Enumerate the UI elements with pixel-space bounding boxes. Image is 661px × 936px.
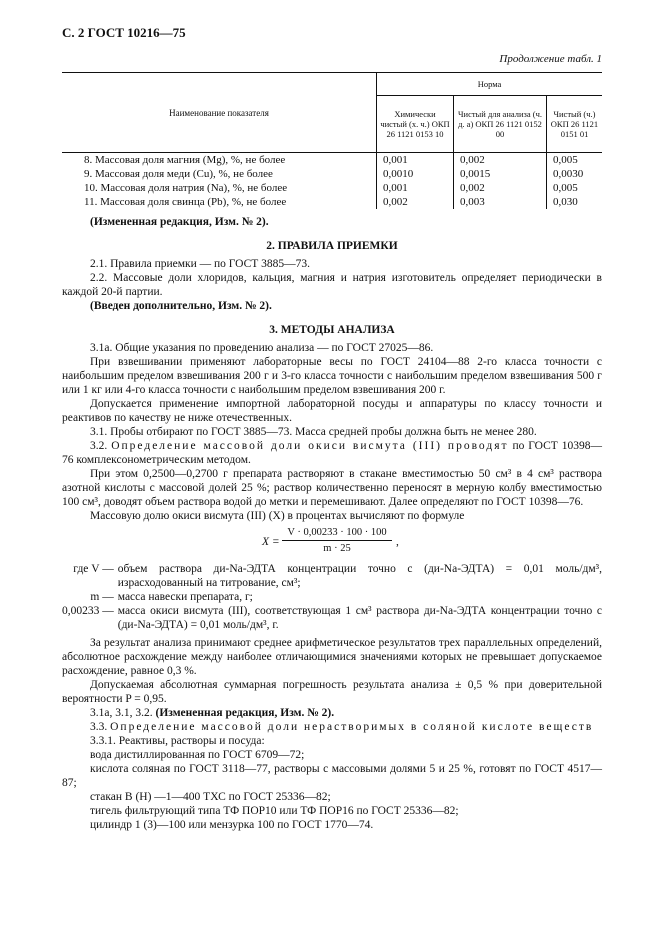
row-value: 0,003	[454, 195, 547, 209]
definition-text: объем раствора ди-Na-ЭДТА концентрации точно c (ди-Na-ЭДТА) = 0,01 моль/дм³, израсходованный на титрование, см³;	[117, 563, 602, 589]
list-item: тигель фильтрующий типа ТФ ПОР10 или ТФ ПОР16 по ГОСТ 25336—82;	[90, 805, 459, 817]
list-item: стакан В (Н) —1—400 ТХС по ГОСТ 25336—82;	[90, 791, 331, 803]
definition-symbol: где V —	[73, 563, 114, 575]
paragraph-3-3-1: 3.3.1. Реактивы, растворы и посуда:	[90, 735, 265, 747]
amendment-note: (Измененная редакция, Изм. № 2).	[90, 216, 269, 228]
norm-header: Норма	[377, 73, 603, 96]
list-item: вода дистиллированная по ГОСТ 6709—72;	[90, 749, 305, 761]
row-name: 9. Массовая доля меди (Cu), %, не более	[84, 167, 273, 180]
paragraph-3-3	[62, 720, 602, 734]
row-value: 0,0030	[547, 167, 603, 181]
table-row	[62, 195, 602, 209]
introduced-note: (Введен дополнительно, Изм. № 2).	[90, 300, 272, 312]
amendment-clauses: 3.1а, 3.1, 3.2.	[90, 707, 153, 719]
table-continuation-label: Продолжение табл. 1	[499, 53, 602, 65]
document-page	[62, 26, 602, 832]
table-row	[62, 153, 602, 168]
norms-table	[62, 72, 602, 209]
row-value: 0,002	[454, 153, 547, 168]
grade2-header: Чистый для анализа (ч. д. а) ОКП 26 1121 0152 00	[454, 96, 547, 153]
definition-text: масса навески препарата, г;	[117, 591, 253, 603]
clause-title-spaced: Определение массовой доли нерастворимых в соляной кислоте веществ	[110, 721, 594, 733]
paragraph-calc: Массовую долю окиси висмута (III) (X) в процентах вычисляют по формуле	[90, 510, 465, 522]
grade3-header: Чистый (ч.) ОКП 26 1121 0151 01	[547, 96, 603, 153]
row-name: 10. Массовая доля натрия (Na), %, не более	[84, 181, 288, 194]
paragraph-sample: При этом 0,2500—0,2700 г препарата растворяют в стакане вместимостью 50 см³ в 4 см³ раствора азотной кислоты с массовой долей 25 %; раствор количественно переносят в мерную колбу вместимостью 100 см³, доводят объем раствора водой до метки и перемешивают. Далее определяют по ГОСТ 10398—76.	[62, 468, 602, 508]
definition-symbol: m —	[90, 591, 114, 603]
table-row	[62, 181, 602, 195]
paragraph-3-1a: 3.1а. Общие указания по проведению анализа — по ГОСТ 27025—86.	[90, 342, 434, 354]
row-value: 0,0010	[377, 167, 454, 181]
row-value: 0,005	[547, 181, 603, 195]
formula-lhs: X =	[262, 536, 280, 548]
row-value: 0,001	[377, 153, 454, 168]
amendment-note-2	[62, 706, 602, 720]
paragraph-error: Допускаемая абсолютная суммарная погрешность результата анализа ± 0,5 % при доверительной вероятности P = 0,95.	[62, 679, 602, 705]
formula	[262, 526, 602, 558]
row-value: 0,001	[377, 181, 454, 195]
paragraph-3-2	[62, 439, 602, 467]
list-item: цилиндр 1 (3)—100 или мензурка 100 по ГОСТ 1770—74.	[90, 819, 374, 831]
formula-comma: ,	[396, 536, 399, 548]
page-header: С. 2 ГОСТ 10216—75	[62, 25, 186, 40]
section-3-title: 3. МЕТОДЫ АНАЛИЗА	[269, 324, 395, 336]
row-name: 8. Массовая доля магния (Mg), %, не более	[84, 153, 286, 166]
paragraph-weighing: При взвешивании применяют лабораторные весы по ГОСТ 24104—88 2-го класса точности с наибольшим пределом взвешивания 200 г и 3-го класса точности с наибольшим пределом взвешивания 500 г или 1 кг или 4-го класса точности с наибольшим пределом взвешивания 200 г.	[62, 356, 602, 396]
row-value: 0,002	[454, 181, 547, 195]
grade1-header: Химически чистый (х. ч.) ОКП 26 1121 0153 10	[377, 96, 454, 153]
formula-numerator: V · 0,00233 · 100 · 100	[282, 526, 392, 541]
amendment-text: (Измененная редакция, Изм. № 2).	[155, 707, 335, 719]
paragraph-import: Допускается применение импортной лабораторной посуды и аппаратуры по классу точности и реактивов по качеству не ниже отечественных.	[62, 398, 602, 424]
formula-denominator: m · 25	[323, 543, 351, 554]
formula-definitions	[62, 562, 602, 632]
definition-row	[62, 562, 602, 590]
clause-rest: по ГОСТ 10398—76 комплексонометрическим методом.	[62, 440, 602, 466]
definition-text: масса окиси висмута (III), соответствующая 1 см³ раствора ди-Na-ЭДТА концентрации точно c (ди-Na-ЭДТА) = 0,01 моль/дм³, г.	[117, 605, 602, 631]
list-item: кислота соляная по ГОСТ 3118—77, растворы с массовыми долями 5 и 25 %, готовят по ГОСТ 4517—87;	[62, 763, 602, 789]
row-value: 0,002	[377, 195, 454, 209]
paragraph-3-1: 3.1. Пробы отбирают по ГОСТ 3885—73. Масса средней пробы должна быть не менее 280.	[90, 426, 537, 438]
table-row	[62, 167, 602, 181]
definition-row	[62, 604, 602, 632]
row-value: 0,005	[547, 153, 603, 168]
clause-number: 3.3.	[90, 721, 108, 733]
clause-title-spaced: Определение массовой доли окиси висмута (III) проводят	[111, 440, 509, 452]
row-value: 0,0015	[454, 167, 547, 181]
definition-symbol: 0,00233 —	[62, 605, 114, 617]
section-2-title: 2. ПРАВИЛА ПРИЕМКИ	[266, 240, 398, 252]
paragraph-result: За результат анализа принимают среднее арифметическое результатов трех параллельных определений, абсолютное расхождение между наиболее отличающимися значениями которых не превышает допускаемое расхождение, равное 0,3 %.	[62, 637, 602, 677]
paragraph-2-2: 2.2. Массовые доли хлоридов, кальция, магния и натрия изготовитель определяет периодически в каждой 20-й партии.	[62, 272, 602, 298]
row-name: 11. Массовая доля свинца (Pb), %, не более	[84, 195, 287, 208]
row-value: 0,030	[547, 195, 603, 209]
paragraph-2-1: 2.1. Правила приемки — по ГОСТ 3885—73.	[90, 258, 311, 270]
clause-number: 3.2.	[90, 440, 108, 452]
definition-row	[62, 590, 602, 604]
col-name-header: Наименование показателя	[62, 73, 377, 153]
